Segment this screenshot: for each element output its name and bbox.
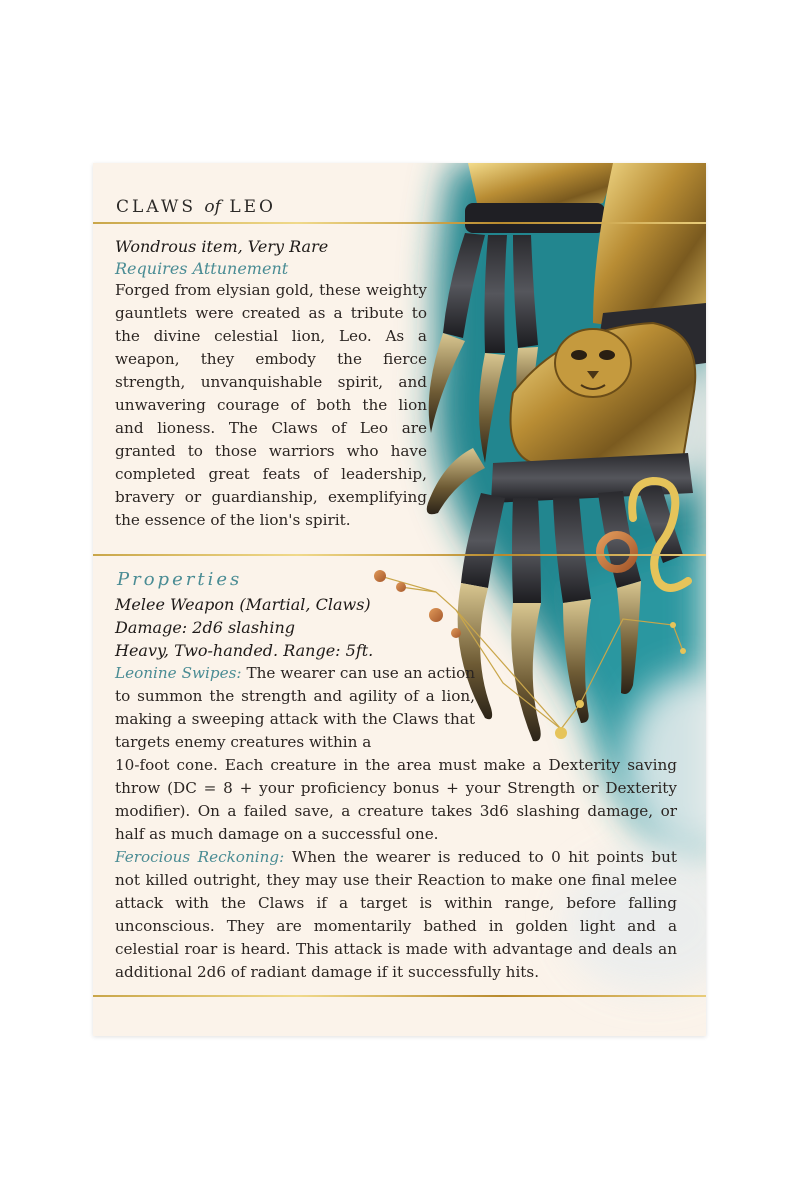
ability-leonine-swipes-continued: 10-foot cone. Each creature in the area must make a Dexterity saving throw (DC = 8 + your proficiency bonus + your Strength or Dexterity modifier). On a failed save, a creature takes 3d6 slashing damage, or half as much damage on a successful one. [115,756,677,843]
ability-ferocious-reckoning-name: Ferocious Reckoning: [115,848,285,866]
item-description: Forged from elysian gold, these weighty gauntlets were created as a tribute to the divine celestial lion, Leo. As a weapon, they embody the fierce strength, unvanquishable spirit, and unwavering courage of both the lion and lioness. The Claws of Leo are granted to those warriors who have completed great feats of leadership, bravery or guardianship, exemplifying the essence of the lion's spirit. [115,281,427,529]
ability-ferocious-reckoning [115,846,677,984]
properties-heading: Properties [117,569,243,590]
bottom-divider [93,995,706,997]
item-type: Wondrous item, Very Rare [115,237,329,256]
ability-leonine-swipes-text: The wearer can use an action to summon the strength and agility of a lion, making a sweeping attack with the Claws that targets enemy creatures within a [115,664,476,751]
title-divider [93,222,706,224]
item-title: CLAWS of LEO [116,197,276,217]
attunement-requirement: Requires Attunement [115,259,289,278]
ability-leonine-swipes-name: Leonine Swipes: [115,664,242,682]
heavy-range-line: Heavy, Two-handed. Range: 5ft. [115,641,374,660]
damage-line: Damage: 2d6 slashing [115,618,295,637]
ability-leonine-swipes [115,662,475,754]
item-card [93,163,706,1036]
description-divider [93,554,706,556]
weapon-line: Melee Weapon (Martial, Claws) [115,595,371,614]
ability-ferocious-reckoning-text: When the wearer is reduced to 0 hit points but not killed outright, they may use their Reaction to make one final melee attack with the Claws if a target is within range, before falling unconscious. They are momentarily bathed in golden light and a celestial roar is heard. This attack is made with advantage and deals an additional 2d6 of radiant damage if it successfully hits. [115,848,678,981]
